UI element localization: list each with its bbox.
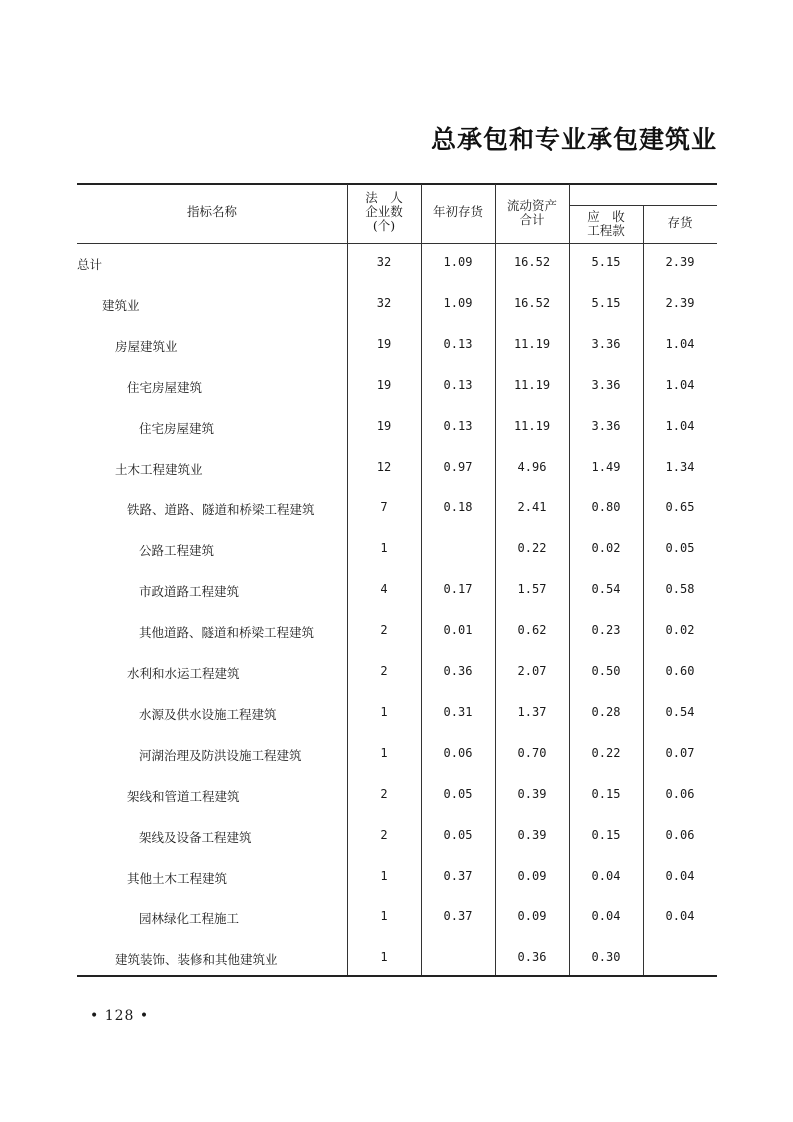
- table-row: [77, 828, 717, 848]
- row-value-cell: 0.02: [665, 623, 695, 638]
- row-value-cell: 2: [380, 664, 388, 678]
- row-value-cell: 1.49: [591, 459, 621, 474]
- row-value-cell: 1: [380, 704, 388, 719]
- row-value-cell: 0.05: [443, 827, 473, 842]
- row-value-cell: 19: [376, 336, 392, 351]
- row-value-cell: 1.04: [665, 336, 695, 351]
- row-indicator-name: 园林绿化工程施工: [139, 911, 240, 927]
- row-indicator-name: 水利和水运工程建筑: [127, 666, 240, 681]
- header-opening-inventory: 年初存货: [432, 204, 483, 219]
- row-value-cell: 0.36: [443, 664, 473, 678]
- row-value-cell: 2: [380, 827, 388, 842]
- row-value-cell: 2.39: [665, 255, 695, 269]
- row-value-cell: 0.05: [665, 541, 695, 556]
- row-indicator-name: 房屋建筑业: [115, 338, 178, 354]
- row-value-cell: 0.54: [591, 582, 621, 597]
- header-legal-entities-line3: (个): [372, 218, 396, 233]
- header-receivables: [569, 210, 643, 238]
- row-value-cell: 0.04: [591, 909, 621, 924]
- row-indicator-name: 架线及设备工程建筑: [139, 829, 252, 845]
- header-indicator-name: 指标名称: [186, 204, 237, 219]
- header-legal-entities-line1: 法 人: [365, 190, 403, 205]
- row-value-cell: 0.05: [443, 786, 473, 801]
- row-indicator-name: 建筑业: [102, 297, 140, 313]
- table-bottom-rule: [77, 975, 717, 977]
- table-row: [77, 337, 717, 357]
- row-value-cell: 5.15: [591, 255, 621, 269]
- row-value-cell: 1.04: [665, 377, 695, 392]
- page-title: 总承包和专业承包建筑业: [430, 125, 717, 154]
- row-value-cell: 0.58: [665, 582, 695, 597]
- row-value-cell: 11.19: [513, 418, 551, 433]
- row-value-cell: 0.22: [591, 745, 621, 760]
- table-top-rule: [77, 183, 717, 185]
- row-value-cell: 1: [380, 745, 388, 760]
- row-value-cell: 0.04: [665, 909, 695, 924]
- row-value-cell: 2.07: [517, 664, 547, 678]
- row-value-cell: 0.37: [443, 868, 473, 883]
- table-row: [77, 705, 717, 725]
- row-value-cell: 0.30: [591, 950, 621, 965]
- table-row: [77, 255, 717, 275]
- row-value-cell: 3.36: [591, 336, 621, 351]
- header-inventory: 存货: [667, 215, 693, 230]
- row-indicator-name: 市政道路工程建筑: [139, 584, 240, 600]
- row-value-cell: 2.41: [517, 500, 547, 515]
- table-row: [77, 909, 717, 929]
- row-value-cell: 1.09: [443, 295, 473, 310]
- row-value-cell: 19: [376, 418, 392, 433]
- header-legal-entities: [347, 191, 421, 233]
- row-value-cell: 0.80: [591, 500, 621, 515]
- row-value-cell: 0.06: [665, 827, 695, 842]
- table-row: [77, 296, 717, 316]
- row-value-cell: 0.23: [591, 623, 621, 638]
- row-indicator-name: 公路工程建筑: [139, 543, 215, 559]
- row-value-cell: 0.15: [591, 827, 621, 842]
- row-value-cell: 0.62: [517, 623, 547, 638]
- row-indicator-name: 其他道路、隧道和桥梁工程建筑: [139, 625, 315, 641]
- table-row: [77, 582, 717, 602]
- row-value-cell: 11.19: [513, 336, 551, 351]
- row-value-cell: 0.13: [443, 418, 473, 433]
- row-value-cell: 12: [376, 459, 392, 474]
- table-row: [77, 950, 717, 970]
- row-value-cell: 0.60: [665, 664, 695, 678]
- header-receivables-line2: 工程款: [587, 223, 625, 238]
- row-value-cell: 1.57: [517, 582, 547, 597]
- row-indicator-name: 水源及供水设施工程建筑: [139, 706, 277, 722]
- row-value-cell: 2.39: [665, 295, 695, 310]
- row-value-cell: 16.52: [513, 295, 551, 310]
- header-current-assets: [495, 199, 569, 227]
- row-value-cell: 1.34: [665, 459, 695, 474]
- row-value-cell: 0.54: [665, 704, 695, 719]
- row-value-cell: 0.06: [443, 745, 473, 760]
- row-indicator-name: 住宅房屋建筑: [139, 420, 215, 436]
- row-value-cell: 2: [380, 623, 388, 638]
- row-indicator-name: 架线和管道工程建筑: [127, 788, 240, 804]
- row-value-cell: 32: [376, 255, 392, 269]
- row-value-cell: 0.18: [443, 500, 473, 515]
- row-value-cell: 4.96: [517, 459, 547, 474]
- row-indicator-name: 住宅房屋建筑: [127, 379, 203, 395]
- row-value-cell: 0.97: [443, 459, 473, 474]
- row-value-cell: 0.65: [665, 500, 695, 515]
- row-value-cell: 1: [380, 950, 388, 965]
- row-value-cell: 0.39: [517, 786, 547, 801]
- row-value-cell: 32: [376, 295, 392, 310]
- header-legal-entities-line2: 企业数: [365, 204, 403, 219]
- row-value-cell: 5.15: [591, 295, 621, 310]
- table-row: [77, 541, 717, 561]
- row-value-cell: 0.28: [591, 704, 621, 719]
- row-value-cell: 0.01: [443, 623, 473, 638]
- row-value-cell: 4: [380, 582, 388, 597]
- header-current-assets-line2: 合计: [519, 212, 545, 227]
- row-value-cell: 16.52: [513, 255, 551, 269]
- row-indicator-name: 建筑装饰、装修和其他建筑业: [115, 952, 278, 968]
- table-row: [77, 419, 717, 439]
- table-row: [77, 378, 717, 398]
- table-row: [77, 460, 717, 480]
- row-value-cell: 0.06: [665, 786, 695, 801]
- row-indicator-name: 总计: [77, 257, 103, 272]
- row-value-cell: 1.04: [665, 418, 695, 433]
- row-value-cell: 1.37: [517, 704, 547, 719]
- row-value-cell: 7: [380, 500, 388, 515]
- table-row: [77, 746, 717, 766]
- row-indicator-name: 河湖治理及防洪设施工程建筑: [139, 747, 302, 763]
- row-value-cell: 1: [380, 909, 388, 924]
- row-value-cell: 1.09: [443, 255, 473, 269]
- table-row: [77, 623, 717, 643]
- row-value-cell: 1: [380, 541, 388, 556]
- row-value-cell: 3.36: [591, 377, 621, 392]
- row-value-cell: 11.19: [513, 377, 551, 392]
- row-value-cell: 19: [376, 377, 392, 392]
- row-value-cell: 0.02: [591, 541, 621, 556]
- row-value-cell: 0.07: [665, 745, 695, 760]
- table-header-rule: [77, 243, 717, 244]
- row-value-cell: 0.04: [665, 868, 695, 883]
- row-value-cell: 0.36: [517, 950, 547, 965]
- row-value-cell: 0.37: [443, 909, 473, 924]
- table-row: [77, 500, 717, 520]
- row-value-cell: 0.09: [517, 868, 547, 883]
- row-value-cell: 0.70: [517, 745, 547, 760]
- row-value-cell: 0.13: [443, 336, 473, 351]
- page-number: • 128 •: [90, 1008, 150, 1024]
- row-value-cell: 0.09: [517, 909, 547, 924]
- table-row: [77, 869, 717, 889]
- row-value-cell: 0.39: [517, 827, 547, 842]
- row-value-cell: 0.13: [443, 377, 473, 392]
- row-value-cell: 0.04: [591, 868, 621, 883]
- row-indicator-name: 土木工程建筑业: [115, 461, 203, 477]
- row-value-cell: 0.22: [517, 541, 547, 556]
- row-value-cell: 2: [380, 786, 388, 801]
- row-value-cell: 0.15: [591, 786, 621, 801]
- row-value-cell: 1: [380, 868, 388, 883]
- table-row: [77, 787, 717, 807]
- row-indicator-name: 铁路、道路、隧道和桥梁工程建筑: [127, 502, 315, 518]
- header-receivables-line1: 应 收: [587, 209, 625, 224]
- row-value-cell: 3.36: [591, 418, 621, 433]
- row-value-cell: 0.31: [443, 704, 473, 719]
- row-indicator-name: 其他土木工程建筑: [127, 870, 228, 886]
- header-current-assets-line1: 流动资产: [506, 198, 557, 213]
- table-row: [77, 664, 717, 684]
- row-value-cell: 0.50: [591, 664, 621, 678]
- row-value-cell: 0.17: [443, 582, 473, 597]
